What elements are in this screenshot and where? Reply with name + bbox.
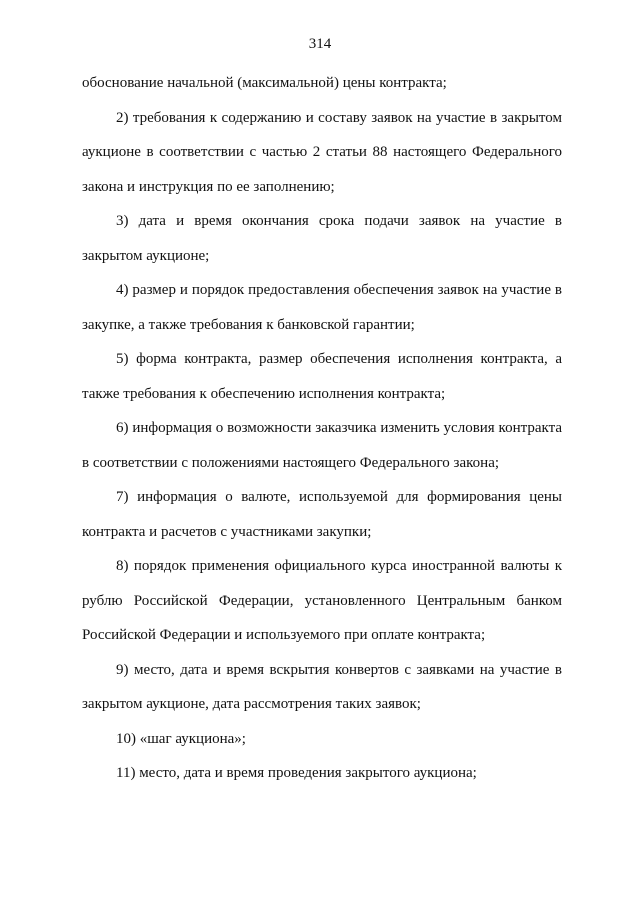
paragraph-item-11: 11) место, дата и время проведения закрытого аукциона;	[116, 765, 477, 781]
document-body	[82, 66, 562, 791]
paragraph-item-5: 5) форма контракта, размер обеспечения исполнения контракта, а также требования к обеспечению исполнения контракта;	[82, 351, 562, 402]
paragraph-item-3: 3) дата и время окончания срока подачи заявок на участие в закрытом аукционе;	[82, 213, 562, 264]
paragraph-item-6: 6) информация о возможности заказчика изменить условия контракта в соответствии с положениями настоящего Федерального закона;	[82, 420, 562, 471]
paragraph-item-4: 4) размер и порядок предоставления обеспечения заявок на участие в закупке, а также требования к банковской гарантии;	[82, 282, 562, 333]
paragraph-item-10: 10) «шаг аукциона»;	[116, 730, 246, 747]
page-number: 314	[308, 36, 332, 52]
paragraph-item-7: 7) информация о валюте, используемой для формирования цены контракта и расчетов с участниками закупки;	[82, 489, 562, 540]
paragraph-item-8: 8) порядок применения официального курса иностранной валюты к рублю Российской Федерации, установленного Центральным банком Российской Федерации и используемого при оплате контракта;	[82, 558, 562, 643]
paragraph-item-2: 2) требования к содержанию и составу заявок на участие в закрытом аукционе в соответствии с частью 2 статьи 88 настоящего Федерального закона и инструкция по ее заполнению;	[82, 109, 562, 195]
paragraph-item-9: 9) место, дата и время вскрытия конвертов с заявками на участие в закрытом аукционе, дата рассмотрения таких заявок;	[82, 661, 562, 712]
paragraph-continuation: обоснование начальной (максимальной) цены контракта;	[82, 75, 447, 91]
